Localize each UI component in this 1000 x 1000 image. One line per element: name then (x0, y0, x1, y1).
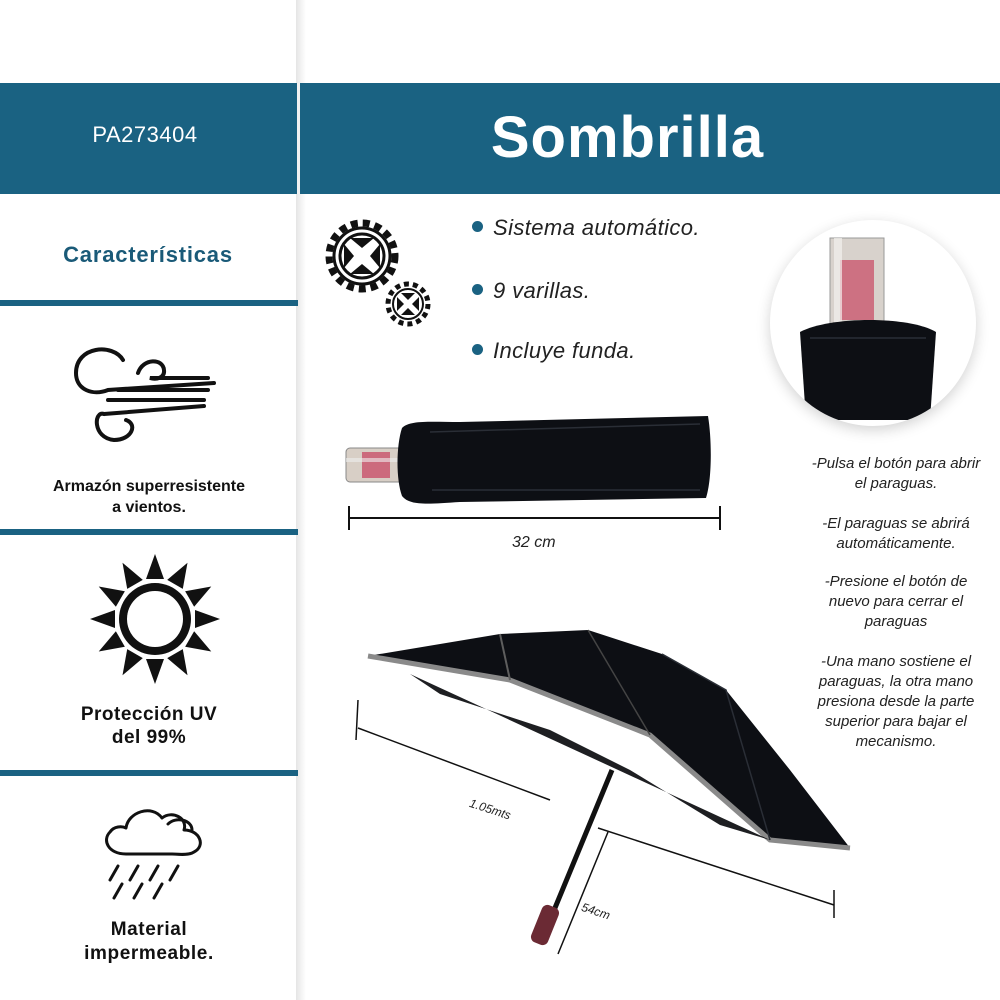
divider-3 (0, 770, 298, 776)
instruction-2: -El paraguas se abrirá automáticamente. (822, 515, 970, 552)
divider-2 (0, 529, 298, 535)
bullet-dot (472, 344, 483, 355)
height-label: 54cm (579, 900, 612, 923)
highlight-automatic-label: Sistema automático. (493, 215, 700, 240)
handle-closeup-drawing (770, 220, 976, 426)
highlight-cover (472, 338, 636, 364)
highlight-ribs-label: 9 varillas. (493, 278, 591, 303)
divider-1 (0, 300, 298, 306)
feature-text-uv (0, 703, 298, 749)
highlight-cover-label: Incluye funda. (493, 338, 636, 363)
instruction-4: -Una mano sostiene el paraguas, la otra mano presiona desde la parte superior para bajar el mecanismo. (817, 653, 975, 750)
rain-cloud-icon (96, 796, 212, 906)
feature-text-waterproof-lines: Material impermeable. (84, 919, 214, 964)
folded-length-label: 32 cm (512, 534, 556, 551)
instruction-3: -Presione el botón de nuevo para cerrar el paraguas (824, 573, 968, 630)
handle-closeup-image (770, 220, 976, 426)
feature-text-waterproof (0, 918, 298, 966)
bullet-dot (472, 284, 483, 295)
page-title: Sombrilla (490, 105, 765, 170)
bullet-dot (472, 221, 483, 232)
diameter-label: 1.05mts (467, 796, 513, 823)
product-code: PA273404 (92, 122, 198, 147)
highlight-automatic (472, 215, 700, 241)
sun-icon (88, 552, 222, 686)
highlight-ribs (472, 278, 590, 304)
features-heading: Características (63, 242, 233, 267)
gears-icon (320, 212, 436, 332)
instruction-1: -Pulsa el botón para abrir el paraguas. (811, 455, 981, 492)
feature-text-wind (0, 476, 298, 518)
wind-icon (68, 338, 218, 448)
feature-text-wind-lines: Armazón superresistente a vientos. (52, 478, 246, 516)
feature-text-uv-lines: Protección UV del 99% (80, 704, 218, 748)
